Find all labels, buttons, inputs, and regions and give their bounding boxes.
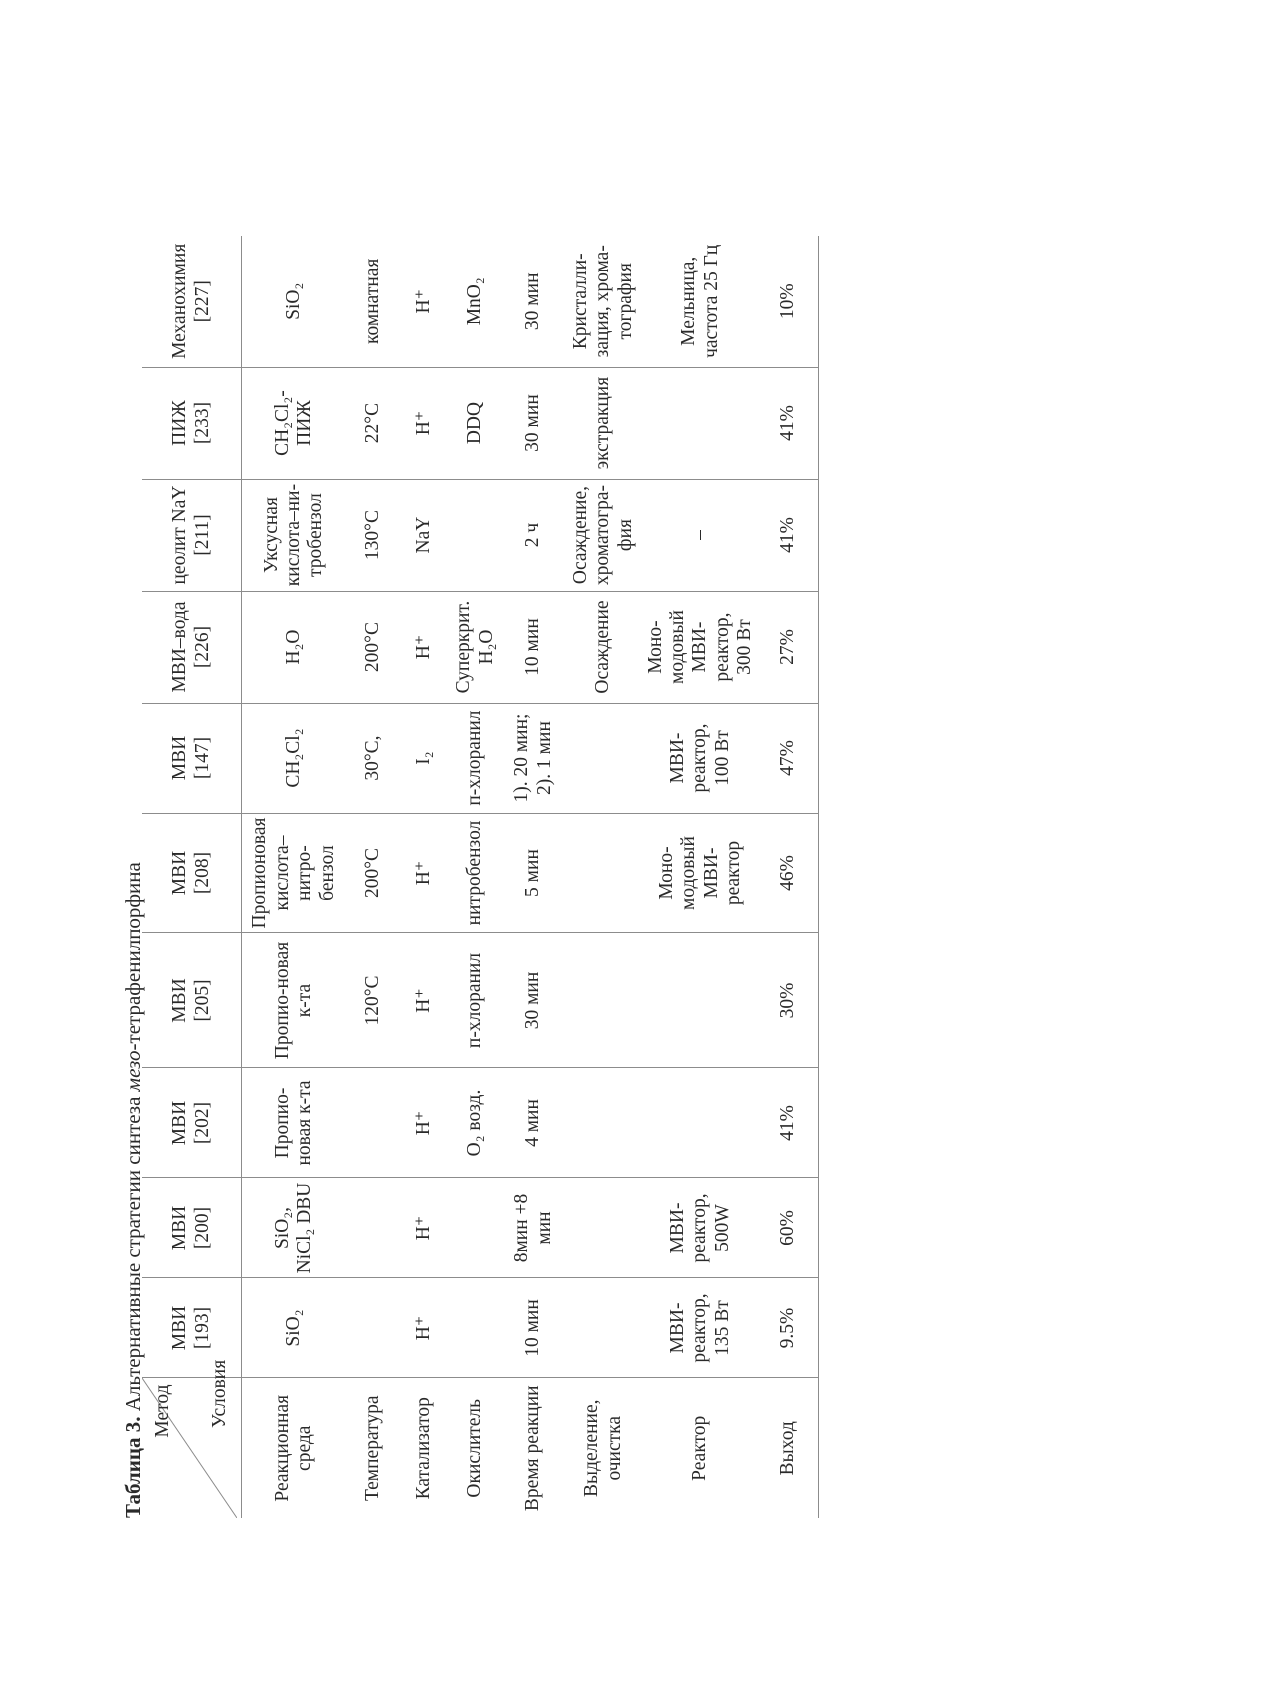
row-label: Температура: [362, 1395, 384, 1502]
table-row: [565, 236, 643, 1518]
table-cell: H⁺: [401, 1178, 449, 1278]
table-cell: SiO₂, NiCl₂ DBU: [242, 1178, 347, 1278]
table-cell: 30°C,: [347, 703, 401, 813]
table-cell: DDQ: [449, 367, 503, 479]
table-cell: 1). 20 мин; 2). 1 мин: [503, 703, 565, 813]
table-cell: 22°C: [347, 367, 401, 479]
table-cell: Кристалли-зация, хрома-тография: [565, 236, 643, 367]
method-name: цеолит NaY: [169, 485, 191, 585]
method-ref: [226]: [191, 625, 213, 669]
table-cell: Осаждение, хроматогра-фия: [565, 479, 643, 591]
method-name: МВИ: [169, 850, 191, 896]
table-cell: экстракция: [565, 367, 643, 479]
table-cell: H⁺: [401, 236, 449, 367]
row-label: Окислитель: [464, 1398, 486, 1498]
table-cell: [347, 1178, 401, 1278]
method-header: [142, 933, 242, 1068]
method-name: МВИ: [169, 1100, 191, 1146]
table-cell: [449, 479, 503, 591]
method-ref: [193]: [191, 1306, 213, 1350]
table-cell: 120°C: [347, 933, 401, 1068]
method-header: [142, 1068, 242, 1178]
table-cell: 41%: [759, 367, 819, 479]
table-cell: CH₂Cl₂-ПИЖ: [242, 367, 347, 479]
table-cell: 200°C: [347, 591, 401, 703]
table-cell: 30 мин: [503, 367, 565, 479]
table-cell: H⁺: [401, 1278, 449, 1378]
table-cell: 30%: [759, 933, 819, 1068]
table-cell: [449, 1278, 503, 1378]
table-row: [643, 236, 759, 1518]
table-cell: 5 мин: [503, 813, 565, 933]
caption-text: Альтернативные стратегии синтеза: [121, 1091, 145, 1412]
table-cell: H⁺: [401, 813, 449, 933]
table-cell: CH₂Cl₂: [242, 703, 347, 813]
method-name: МВИ: [169, 978, 191, 1023]
table-cell: 10%: [759, 236, 819, 367]
table-cell: п-хлоранил: [449, 703, 503, 813]
method-ref: [233]: [191, 401, 213, 445]
table-cell: Суперкрит. H₂O: [449, 591, 503, 703]
table-cell: [565, 1278, 643, 1378]
table-cell: 60%: [759, 1178, 819, 1278]
table-row: [242, 236, 347, 1518]
method-name: МВИ: [169, 735, 191, 781]
table-cell: 30 мин: [503, 236, 565, 367]
row-label: Выход: [759, 1378, 819, 1518]
table-cell: O₂ возд.: [449, 1068, 503, 1178]
row-label: Выделение, очистка: [581, 1399, 625, 1497]
table-cell: 2 ч: [503, 479, 565, 591]
table-cell: NaY: [401, 479, 449, 591]
table-cell: H⁺: [401, 933, 449, 1068]
caption-italic: мезо: [121, 1050, 145, 1092]
method-header: [142, 479, 242, 591]
method-header: [142, 813, 242, 933]
method-header: [142, 1178, 242, 1278]
table-cell: H⁺: [401, 591, 449, 703]
table-cell: Пропио-новая к-та: [242, 933, 347, 1068]
table-cell: [565, 933, 643, 1068]
corner-conditions-label: Условия: [208, 1359, 230, 1428]
method-header: [142, 703, 242, 813]
table-cell: H₂O: [242, 591, 347, 703]
table-cell: нитробензол: [449, 813, 503, 933]
table-row: [347, 236, 401, 1518]
table-cell: [643, 367, 759, 479]
table-cell: –: [643, 479, 759, 591]
method-name: Механохимия: [169, 243, 191, 359]
method-header: [142, 591, 242, 703]
header-row: [142, 236, 242, 1518]
table-cell: 130°C: [347, 479, 401, 591]
caption-suffix: -тетрафенилпорфина: [121, 862, 145, 1051]
method-ref: [147]: [191, 736, 213, 780]
table-cell: [347, 1068, 401, 1178]
row-label: Катализатор: [413, 1397, 435, 1500]
table-row: [401, 236, 449, 1518]
method-ref: [208]: [191, 851, 213, 895]
table-cell: п-хлоранил: [449, 933, 503, 1068]
table-cell: [347, 1278, 401, 1378]
table-row: [449, 236, 503, 1518]
table-row: [759, 236, 819, 1518]
synthesis-table: [142, 236, 819, 1518]
table-cell: SiO₂: [242, 1278, 347, 1378]
method-name: МВИ–вода: [169, 601, 191, 693]
table-cell: H⁺: [401, 1068, 449, 1178]
table-cell: 30 мин: [503, 933, 565, 1068]
table-row: [503, 236, 565, 1518]
table-cell: 8мин +8 мин: [503, 1178, 565, 1278]
table-cell: 9.5%: [759, 1278, 819, 1378]
method-name: МВИ: [169, 1305, 191, 1351]
table-cell: [565, 813, 643, 933]
table-cell: H⁺: [401, 367, 449, 479]
corner-method-label: Метод: [152, 1384, 173, 1438]
method-name: МВИ: [169, 1205, 191, 1251]
table-cell: МВИ-реактор, 100 Вт: [643, 703, 759, 813]
method-ref: [202]: [191, 1101, 213, 1145]
corner-cell: [142, 1359, 242, 1518]
table-cell: SiO₂: [242, 236, 347, 367]
row-label: Реакционная среда: [271, 1394, 316, 1502]
method-header: [142, 236, 242, 367]
table-cell: 41%: [759, 479, 819, 591]
caption-prefix: Таблица 3.: [121, 1416, 145, 1518]
table-cell: [449, 1178, 503, 1278]
row-label: Реактор: [689, 1415, 711, 1481]
table-cell: MnO₂: [449, 236, 503, 367]
method-ref: [205]: [191, 979, 213, 1022]
table-cell: Пропио-новая к-та: [242, 1068, 347, 1178]
table-cell: [643, 1068, 759, 1178]
row-label: Время реакции: [522, 1385, 544, 1512]
table-cell: Пропионовая кислота–нитро-бензол: [242, 813, 347, 933]
table-cell: Мельница, частота 25 Гц: [643, 236, 759, 367]
table-cell: [565, 703, 643, 813]
table-cell: 47%: [759, 703, 819, 813]
table-cell: Моно-модовый МВИ-реактор: [643, 813, 759, 933]
table-cell: 46%: [759, 813, 819, 933]
table-cell: 4 мин: [503, 1068, 565, 1178]
table-cell: [565, 1068, 643, 1178]
table-cell: 10 мин: [503, 591, 565, 703]
method-ref: [227]: [191, 280, 213, 323]
table-cell: 10 мин: [503, 1278, 565, 1378]
method-ref: [211]: [191, 514, 213, 556]
table-cell: комнатная: [347, 236, 401, 367]
table-cell: [565, 1178, 643, 1278]
table-cell: 41%: [759, 1068, 819, 1178]
table-cell: Осаждение: [565, 591, 643, 703]
method-header: [142, 367, 242, 479]
table-cell: МВИ-реактор, 500W: [643, 1178, 759, 1278]
table-cell: 200°C: [347, 813, 401, 933]
method-ref: [200]: [191, 1206, 213, 1250]
table-cell: Моно-модовый МВИ-реактор, 300 Вт: [643, 591, 759, 703]
table-cell: МВИ-реактор, 135 Вт: [643, 1278, 759, 1378]
table-cell: I₂: [401, 703, 449, 813]
table-cell: [643, 933, 759, 1068]
method-name: ПИЖ: [169, 400, 191, 446]
rotated-page-content: [118, 188, 888, 1518]
table-cell: Уксусная кислота–ни-тробензол: [242, 479, 347, 591]
table-cell: 27%: [759, 591, 819, 703]
